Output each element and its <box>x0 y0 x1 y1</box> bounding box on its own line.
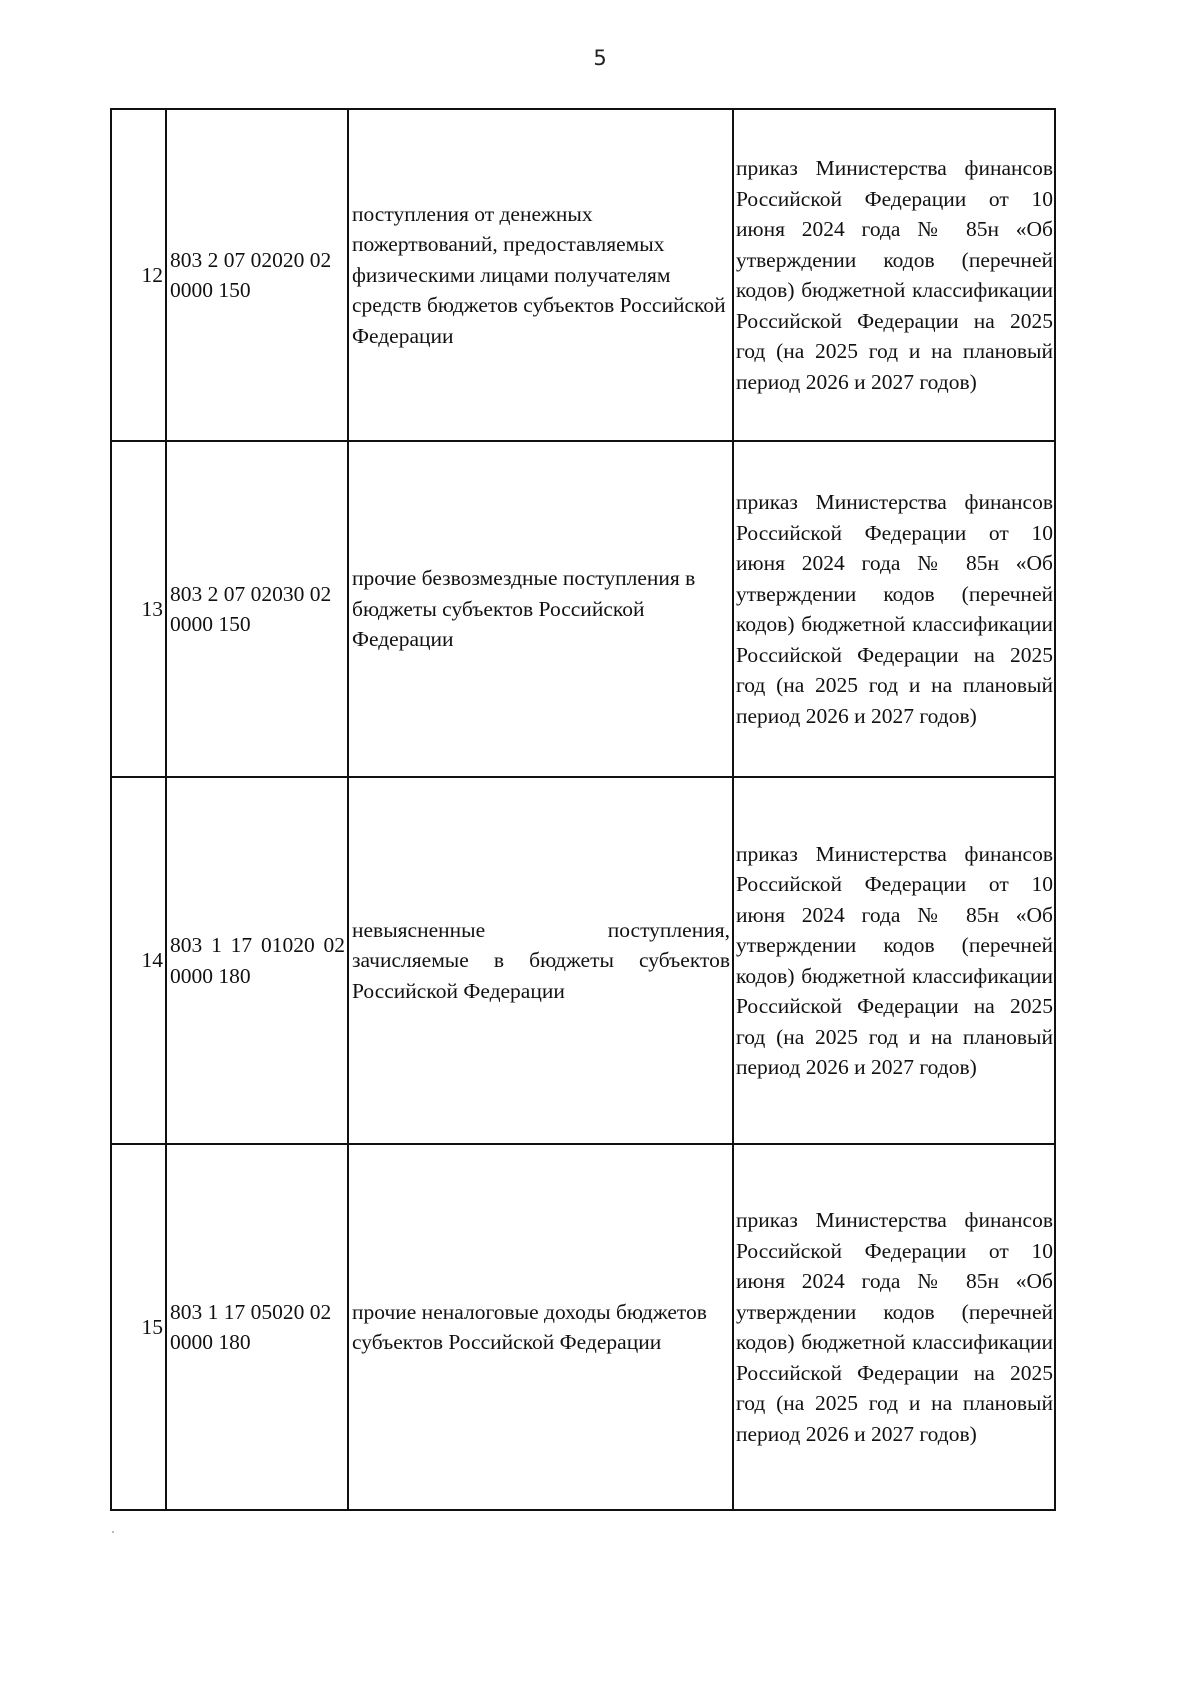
table-row <box>111 109 1055 441</box>
row-number: 13 <box>111 441 166 777</box>
classification-code-cell <box>166 441 348 777</box>
classification-code: 803 2 07 02030 02 0000 150 <box>170 581 332 636</box>
classification-code-cell <box>166 777 348 1144</box>
legal-basis: приказ Министерства финансов Российской Федерации от 10 июня 2024 года № 85н «Об утверждении кодов (перечней кодов) бюджетной классификации Российской Федерации на 2025 год (на 2025 год и на плановый период 2026 и 2027 годов) <box>736 1208 1053 1446</box>
revenue-description-cell <box>348 777 733 1144</box>
legal-basis-cell <box>733 109 1055 441</box>
legal-basis: приказ Министерства финансов Российской Федерации от 10 июня 2024 года № 85н «Об утверждении кодов (перечней кодов) бюджетной классификации Российской Федерации на 2025 год (на 2025 год и на плановый период 2026 и 2027 годов) <box>736 490 1053 728</box>
table-row <box>111 441 1055 777</box>
table-row <box>111 777 1055 1144</box>
classification-code-cell <box>166 109 348 441</box>
legal-basis-cell <box>733 1144 1055 1510</box>
revenue-description-cell <box>348 109 733 441</box>
classification-code-cell <box>166 1144 348 1510</box>
revenue-description-cell <box>348 441 733 777</box>
scan-speck <box>112 1531 114 1533</box>
legal-basis-cell <box>733 441 1055 777</box>
legal-basis: приказ Министерства финансов Российской Федерации от 10 июня 2024 года № 85н «Об утверждении кодов (перечней кодов) бюджетной классификации Российской Федерации на 2025 год (на 2025 год и на плановый период 2026 и 2027 годов) <box>736 156 1053 394</box>
revenue-description: поступления от денежных пожертвований, предоставляемых физическими лицами получателям средств бюджетов субъектов Российской Федерации <box>352 201 726 348</box>
table-row <box>111 1144 1055 1510</box>
legal-basis-cell <box>733 777 1055 1144</box>
revenue-description: невыясненные поступления, зачисляемые в бюджеты субъектов Российской Федерации <box>352 917 730 1003</box>
row-number: 12 <box>111 109 166 441</box>
budget-codes-table <box>110 108 1056 1511</box>
row-number: 14 <box>111 777 166 1144</box>
revenue-description-cell <box>348 1144 733 1510</box>
classification-code: 803 2 07 02020 02 0000 150 <box>170 247 332 302</box>
classification-code: 803 1 17 05020 02 0000 180 <box>170 1299 332 1354</box>
legal-basis: приказ Министерства финансов Российской Федерации от 10 июня 2024 года № 85н «Об утверждении кодов (перечней кодов) бюджетной классификации Российской Федерации на 2025 год (на 2025 год и на плановый период 2026 и 2027 годов) <box>736 841 1053 1079</box>
revenue-description: прочие безвозмездные поступления в бюджеты субъектов Российской Федерации <box>352 566 696 652</box>
revenue-description: прочие неналоговые доходы бюджетов субъектов Российской Федерации <box>352 1299 707 1354</box>
classification-code: 803 1 17 01020 02 0000 180 <box>170 933 345 988</box>
page-number: 5 <box>593 46 607 70</box>
row-number: 15 <box>111 1144 166 1510</box>
